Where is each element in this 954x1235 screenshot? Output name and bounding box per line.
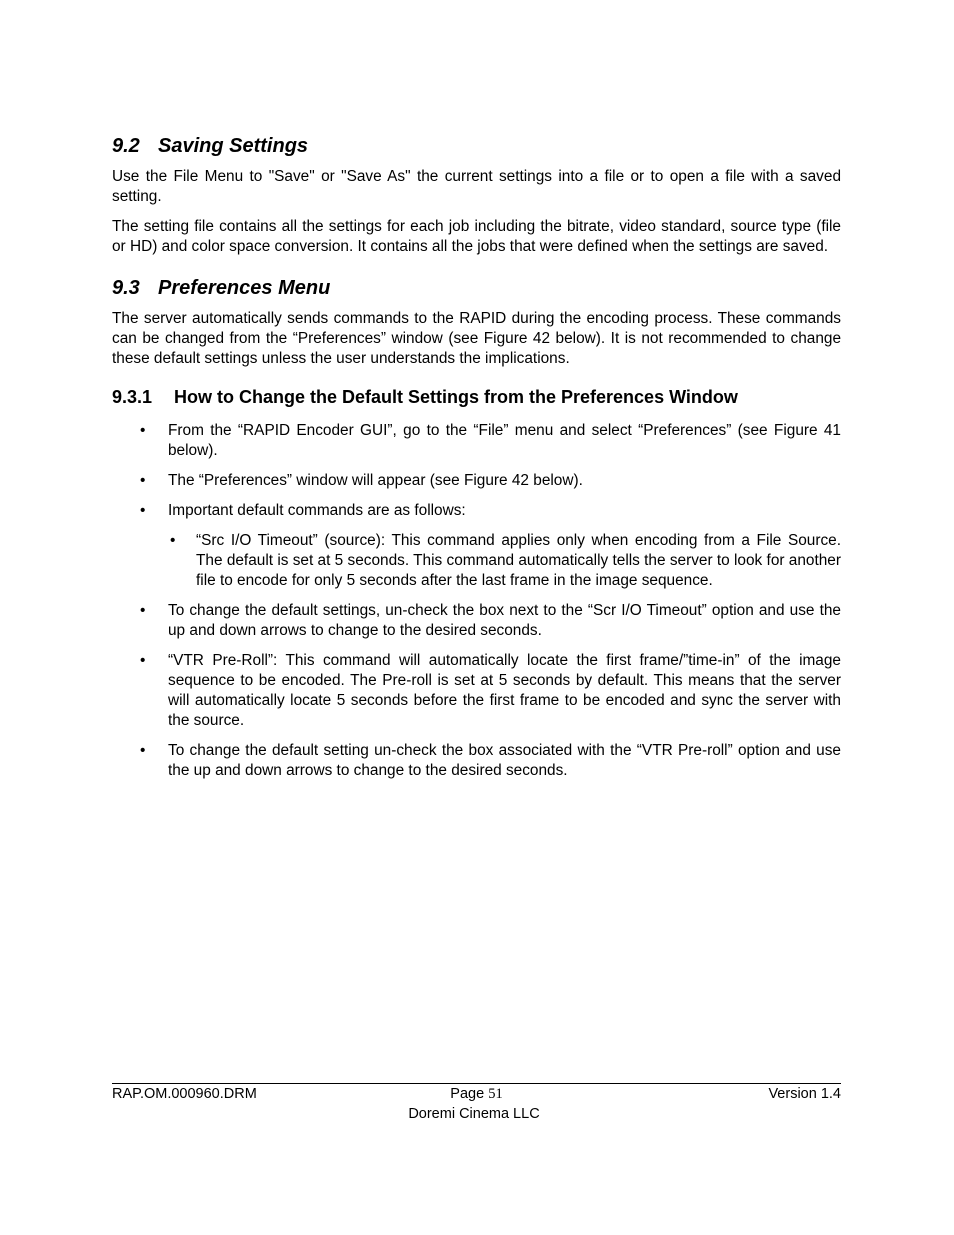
- list-item-text: Important default commands are as follows:: [168, 502, 466, 519]
- paragraph: The server automatically sends commands to the RAPID during the encoding process. These commands can be changed from the “Preferences” window (see Figure 42 below). It is not recommended to change these default settings unless the user understands the implications.: [112, 310, 841, 367]
- page-label: Page: [450, 1086, 485, 1102]
- list-item: [112, 471, 841, 491]
- list-item-text: To change the default setting un-check the box associated with the “VTR Pre-roll” option and use the up and down arrows to change to the desired seconds.: [168, 742, 841, 779]
- paragraph: Use the File Menu to "Save" or "Save As" the current settings into a file or to open a file with a saved setting.: [112, 168, 841, 205]
- bullet-glyph: •: [140, 602, 146, 619]
- subsection-title: How to Change the Default Settings from the Preferences Window: [174, 387, 738, 407]
- bullet-glyph: •: [140, 502, 146, 519]
- list-item-text: “VTR Pre-Roll”: This command will automatically locate the first frame/”time-in” of the image sequence to be encoded. The Pre-roll is set at 5 seconds by default. This means that the server will automatically locate 5 seconds before the first frame to be encoded and sync the server with the source.: [168, 652, 841, 729]
- list-item: [112, 741, 841, 781]
- list-item: [112, 421, 841, 461]
- bullet-glyph: •: [170, 532, 176, 549]
- company-name: Doremi Cinema LLC: [408, 1106, 540, 1122]
- bullet-list: [112, 421, 841, 781]
- subsection-number: 9.3.1: [112, 387, 153, 407]
- sub-list-item-text: “Src I/O Timeout” (source): This command applies only when encoding from a File Source. The default is set at 5 seconds. This command automatically tells the server to look for another file to encode for only 5 seconds after the last frame in the image sequence.: [196, 532, 841, 589]
- list-item: [112, 601, 841, 641]
- section-title: Preferences Menu: [158, 277, 331, 299]
- bullet-glyph: •: [140, 742, 146, 759]
- page-indicator: [112, 1085, 841, 1104]
- section-number: 9.2: [112, 135, 140, 157]
- list-item: [112, 651, 841, 731]
- list-item: [112, 501, 841, 591]
- document-id: RAP.OM.000960.DRM: [112, 1086, 257, 1102]
- list-item-text: To change the default settings, un-check the box next to the “Scr I/O Timeout” option and use the up and down arrows to change to the desired seconds.: [168, 602, 841, 639]
- document-body: [112, 131, 841, 791]
- bullet-glyph: •: [140, 652, 146, 669]
- subsection-heading-9-3-1: [112, 384, 841, 410]
- sub-bullet-list: [168, 531, 841, 591]
- paragraph: The setting file contains all the settings for each job including the bitrate, video standard, source type (file or HD) and color space conversion. It contains all the jobs that were defined when the settings are saved.: [112, 218, 841, 255]
- version-label: Version 1.4: [768, 1086, 841, 1102]
- list-item-text: The “Preferences” window will appear (see Figure 42 below).: [168, 472, 583, 489]
- footer-divider: [112, 1083, 841, 1084]
- bullet-glyph: •: [140, 472, 146, 489]
- list-item-text: From the “RAPID Encoder GUI”, go to the “File” menu and select “Preferences” (see Figure 41 below).: [168, 422, 841, 459]
- section-number: 9.3: [112, 277, 140, 299]
- section-title: Saving Settings: [158, 135, 309, 157]
- bullet-glyph: •: [140, 422, 146, 439]
- section-heading-9-2: [112, 131, 841, 161]
- sub-list-item: [168, 531, 841, 591]
- section-heading-9-3: [112, 273, 841, 303]
- page-number: 51: [488, 1086, 503, 1102]
